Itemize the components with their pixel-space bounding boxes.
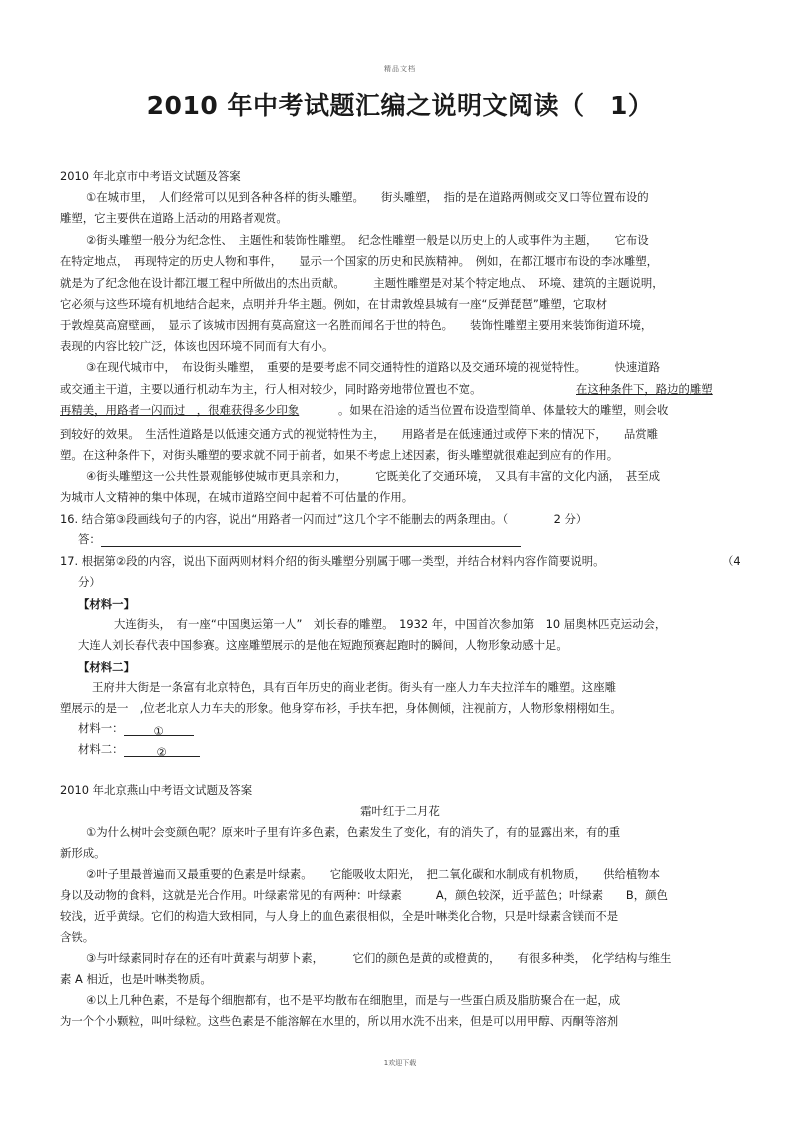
paragraph-line: ③在现代城市中， 布设街头雕塑， 重要的是要考虑不同交通特性的道路以及交通环境的视觉特性。 快速道路 [86,360,661,374]
material-label: 【材料一】 [78,597,135,611]
page-header: 精品文档 [384,65,416,73]
question-score: （4 [722,554,741,568]
paragraph-line: 或交通主干道，主要以通行机动车为主，行人相对较少，同时路旁地带位置也不宽。 [60,382,482,396]
paragraph-line: 新形成。 [60,846,106,860]
paragraph-line: 到较好的效果。 生活性道路是以低速交通方式的视觉特性为主， 用路者是在低速通过或停下来的情况下， 品赏雕 [60,427,658,441]
paragraph-line: 较浅，近乎黄绿。它们的构造大致相同，与人身上的血色素很相似，全是叶啉类化合物，只是叶绿素含镁而不是 [60,909,619,923]
material-line: 大连人刘长春代表中国参赛。这座雕塑展示的是他在短跑预赛起跑时的瞬间，人物形象动感十足。 [78,638,568,652]
paragraph-line: ③与叶绿素同时存在的还有叶黄素与胡萝卜素， 它们的颜色是黄的或橙黄的， 有很多种类， 化学结构与维生 [86,951,672,965]
paragraph-line: ①在城市里， 人们经常可以见到各种各样的街头雕塑。 街头雕塑， 指的是在道路两侧或交叉口等位置布设的 [86,190,649,204]
underlined-sentence: 在这种条件下，路边的雕塑 [576,382,713,396]
paragraph-line: 塑。在这种条件下，对街头雕塑的要求就不同于前者，如果不考虑上述因素，街头雕塑就很难起到应有的作用。 [60,448,619,462]
answer-row [78,720,194,736]
answer-label: 材料一： [78,721,124,735]
material-line: 大连街头， 有一座“中国奥运第一人” 刘长春的雕塑。 1932 年，中国首次参加第 10 届奥林匹克运动会， [114,617,667,631]
question-score: 分） [78,575,101,589]
answer-prompt [78,531,521,547]
paragraph-line: 。如果在沿途的适当位置布设造型简单、体量较大的雕塑，则会收 [338,403,669,417]
material-label: 【材料二】 [78,660,135,674]
answer-blank[interactable] [124,723,194,736]
page-title: 2010 年中考试题汇编之说明文阅读（ 1） [146,91,654,120]
paragraph-line: 表现的内容比较广泛，体该也因环境不同而有大有小。 [60,339,334,353]
answer-row [78,741,200,757]
section-heading: 2010 年北京燕山中考语文试题及答案 [60,783,253,797]
answer-label: 材料二： [78,742,124,756]
paragraph-line: 于敦煌莫高窟壁画， 显示了该城市因拥有莫高窟这一名胜而闻名于世的特色。 装饰性雕塑主要用来装饰街道环境， [60,318,653,332]
paragraph-line: ①为什么树叶会变颜色呢？原来叶子里有许多色素，色素发生了变化，有的消失了，有的显露出来，有的重 [86,825,621,839]
material-line: 王府井大街是一条富有北京特色，具有百年历史的商业老街。街头有一座人力车夫拉洋车的雕塑。这座雕 [92,680,616,694]
answer-label: 答： [78,532,101,546]
question-16: 16. 结合第③段画线句子的内容，说出“用路者一闪而过”这几个字不能删去的两条理由。（ 2 分） [60,512,588,526]
material-line: 塑展示的是一 ,位老北京人力车夫的形象。他身穿布衫，手扶车把，身体侧倾，注视前方，人物形象栩栩如生。 [60,701,622,715]
answer-mark: ② [156,745,167,759]
paragraph-line: 素 A 相近，也是叶啉类物质。 [60,972,212,986]
answer-blank[interactable] [124,744,200,757]
paragraph-line: 含铁。 [60,930,95,944]
paragraph-line: ②街头雕塑一般分为纪念性、 主题性和装饰性雕塑。 纪念性雕塑一般是以历史上的人或事件为主题， 它布设 [86,233,649,247]
paragraph-line: 在特定地点， 再现特定的历史人物和事件， 显示一个国家的历史和民族精神。 例如，在都江堰市布设的李冰雕塑， [60,254,658,268]
paragraph-line: 身以及动物的食料，这就是光合作用。叶绿素常见的有两种：叶绿素 A，颜色较深，近乎蓝色；叶绿素 B，颜色 [60,888,668,902]
page-footer: 1欢迎下载 [383,1059,417,1067]
section-heading: 2010 年北京市中考语文试题及答案 [60,169,241,183]
article-title: 霜叶红于二月花 [360,804,440,818]
paragraph-line: 为城市人文精神的集中体现，在城市道路空间中起着不可估量的作用。 [60,490,414,504]
paragraph-line: 它必须与这些环境有机地结合起来，点明并升华主题。例如，在甘肃敦煌县城有一座“反弹琵琶”雕塑，它取材 [60,297,608,311]
paragraph-line: ②叶子里最普遍而又最重要的色素是叶绿素。 它能吸收太阳光， 把二氧化碳和水制成有机物质， 供给植物本 [86,867,661,881]
paragraph-line: 就是为了纪念他在设计都江堰工程中所做出的杰出贡献。 主题性雕塑是对某个特定地点、 环境、建筑的主题说明， [60,276,664,290]
question-17: 17. 根据第②段的内容，说出下面两则材料介绍的街头雕塑分别属于哪一类型，并结合材料内容作简要说明。 [60,554,605,568]
paragraph-line: ④街头雕塑这一公共性景观能够使城市更具亲和力， 它既美化了交通环境， 又具有丰富的文化内涵， 甚至成 [86,469,661,483]
paragraph-line: 为一个个小颗粒，叫叶绿粒。这些色素是不能溶解在水里的，所以用水洗不出来，但是可以用甲醇、丙酮等溶剂 [60,1014,619,1028]
underlined-sentence: 再精美，用路者一闪而过 ，很难获得多少印象 [60,403,300,417]
answer-blank[interactable] [101,534,521,547]
paragraph-line: 雕塑，它主要供在道路上活动的用路者观赏。 [60,211,288,225]
answer-mark: ① [153,724,164,738]
paragraph-line: ④以上几种色素，不是每个细胞都有，也不是平均散布在细胞里，而是与一些蛋白质及脂肪聚合在一起，成 [86,993,621,1007]
